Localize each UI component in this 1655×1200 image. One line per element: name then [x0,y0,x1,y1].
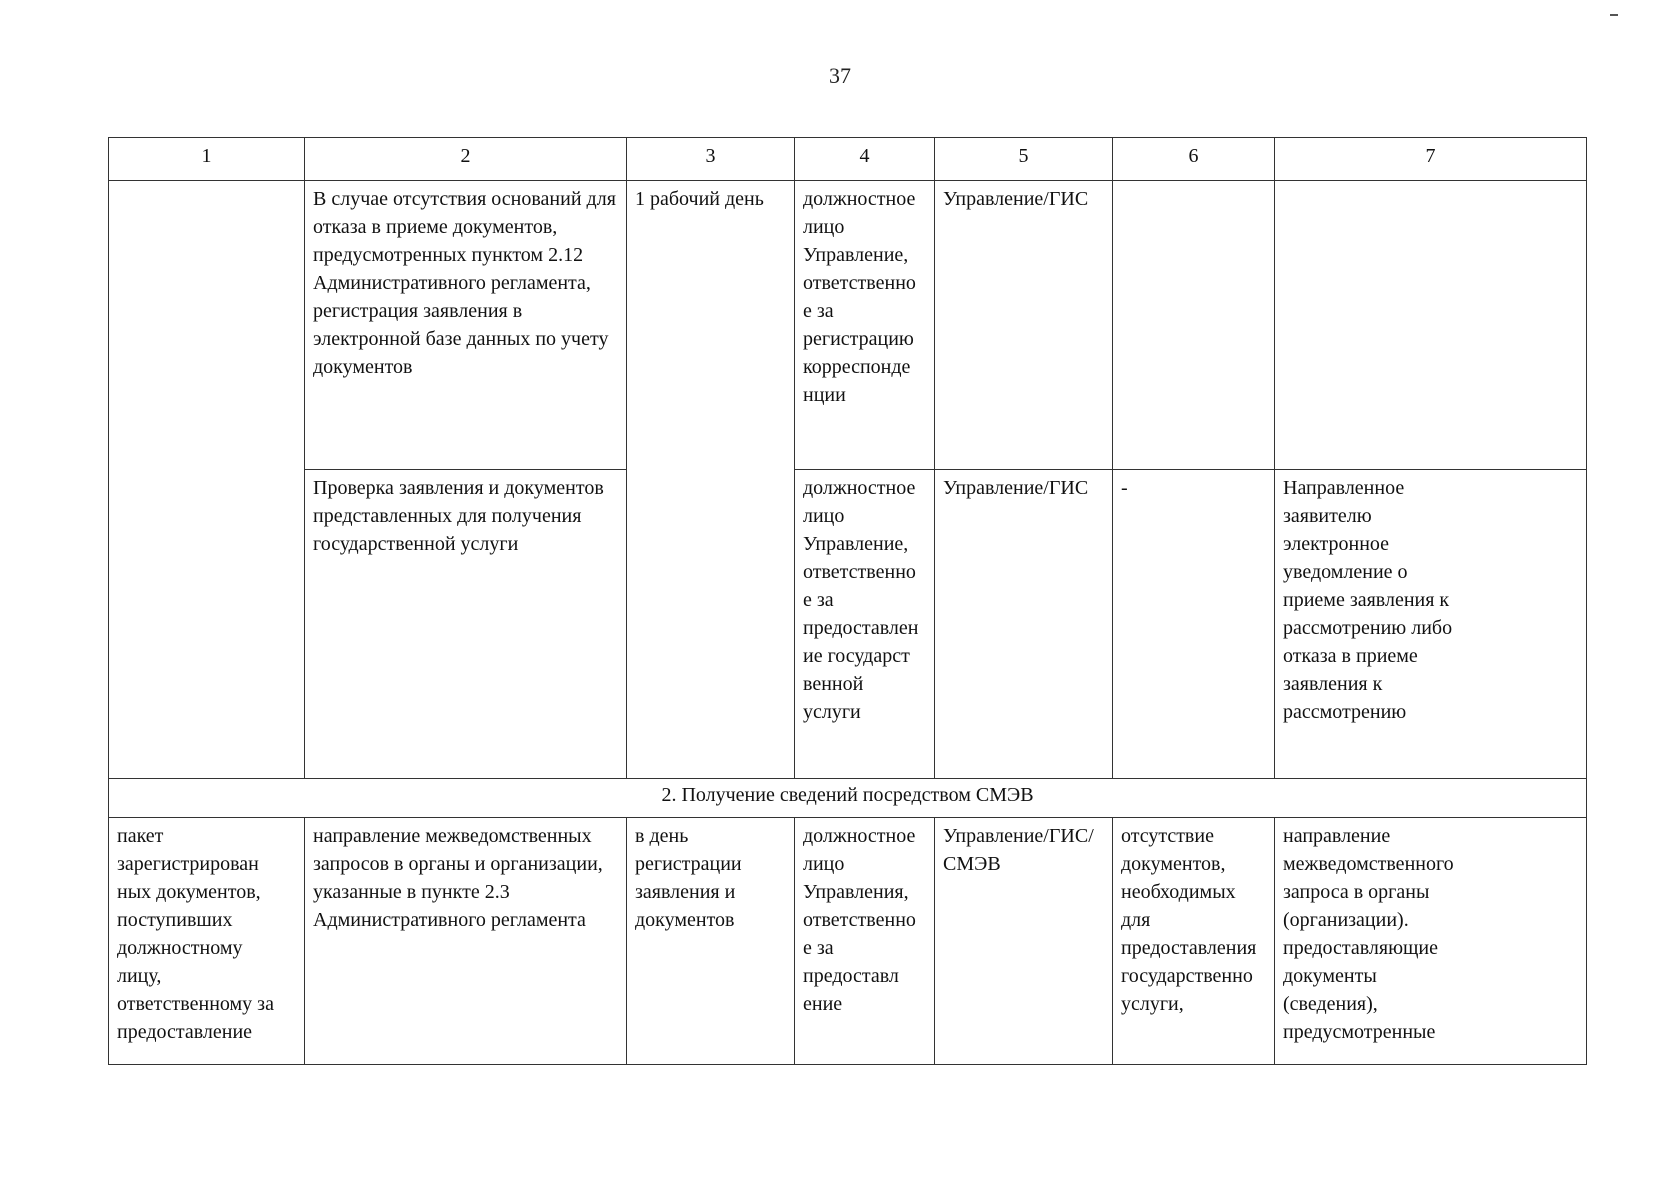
row1-cell-5: Управление/ГИС [935,181,1113,470]
header-cell-1: 1 [109,138,305,181]
row2-cell-7: Направленное заявителю электронное уведомление о приеме заявления к рассмотрению либо отказа в приеме заявления к рассмотрению [1275,470,1587,779]
row1-cell-3: 1 рабочий день [627,181,795,779]
table-row-registration [109,181,1587,470]
header-cell-4: 4 [795,138,935,181]
corner-mark [1610,14,1618,16]
row3-cell-4: должностное лицо Управления, ответственно е за предоставл ение [795,818,935,1065]
row3-cell-6: отсутствие документов, необходимых для предоставления государственно услуги, [1113,818,1275,1065]
header-cell-2: 2 [305,138,627,181]
table-row-smev-request [109,818,1587,1065]
page-number: 37 [829,63,851,88]
row3-cell-2: направление межведомственных запросов в органы и организации, указанные в пункте 2.3 Административного регламента [305,818,627,1065]
row3-cell-1: пакет зарегистрирован ных документов, поступивших должностному лицу, ответственному за предоставление [109,818,305,1065]
row1-cell-6 [1113,181,1275,470]
row3-cell-3: в день регистрации заявления и документов [627,818,795,1065]
section-title: 2. Получение сведений посредством СМЭВ [109,779,1587,818]
row2-cell-6: - [1113,470,1275,779]
process-table [108,137,1587,1065]
row1-cell-4: должностное лицо Управление, ответственно е за регистрацию корреспонде нции [795,181,935,470]
header-cell-7: 7 [1275,138,1587,181]
table-row-verification [109,470,1587,779]
row3-cell-7: направление межведомственного запроса в органы (организации). предоставляющие документы (сведения), предусмотренные [1275,818,1587,1065]
row1-cell-2: В случае отсутствия оснований для отказа в приеме документов, предусмотренных пунктом 2.12 Административного регламента, регистрация заявления в электронной базе данных по учету документов [305,181,627,470]
header-cell-6: 6 [1113,138,1275,181]
row1-cell-1 [109,181,305,779]
table-header-row [109,138,1587,181]
row2-cell-2: Проверка заявления и документов представленных для получения государственной услуги [305,470,627,779]
header-cell-3: 3 [627,138,795,181]
row2-cell-4: должностное лицо Управление, ответственно е за предоставлен ие государст венной услуги [795,470,935,779]
header-cell-5: 5 [935,138,1113,181]
row3-cell-5: Управление/ГИС/ СМЭВ [935,818,1113,1065]
row1-cell-7 [1275,181,1587,470]
row2-cell-5: Управление/ГИС [935,470,1113,779]
section-row [109,779,1587,818]
